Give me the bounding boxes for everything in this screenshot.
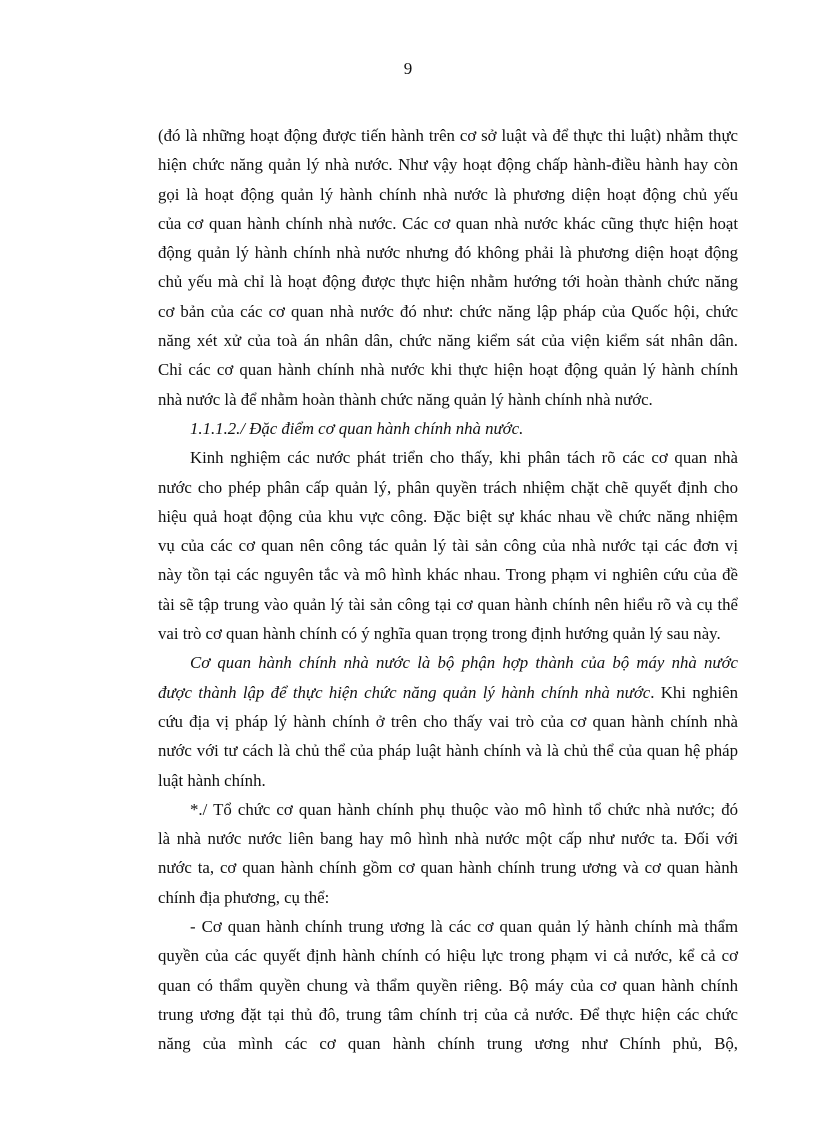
text-line: năng xét xử của toà án nhân dân, chức năng kiểm sát của viện kiểm sát nhân dân. bbox=[158, 331, 738, 351]
text-line: quan có thẩm quyền chung và thẩm quyền riêng. Bộ máy của cơ quan hành chính bbox=[158, 975, 738, 995]
text-line: là nhà nước nước liên bang hay mô hình nhà nước một cấp như nước ta. Đối với bbox=[158, 829, 738, 849]
paragraph-group-a bbox=[158, 121, 738, 648]
text-line: này tồn tại các nguyên tắc và mô hình khác nhau. Trong phạm vi nghiên cứu của đề bbox=[158, 565, 738, 585]
text-line: trung ương đặt tại thủ đô, trung tâm chính trị của cả nước. Để thực hiện các chức bbox=[158, 1004, 738, 1024]
text-line: động quản lý hành chính nhà nước nhưng đó không phải là phương diện hoạt động bbox=[158, 243, 738, 263]
body-text bbox=[158, 121, 738, 1059]
text-line: vai trò cơ quan hành chính có ý nghĩa quan trọng trong định hướng quản lý sau này. bbox=[158, 624, 721, 644]
text-line: cơ bản của các cơ quan nhà nước đó như: chức năng lập pháp của Quốc hội, chức bbox=[158, 301, 738, 321]
page-number: 9 bbox=[403, 59, 413, 78]
text-line: 1.1.1.2./ Đặc điểm cơ quan hành chính nhà nước. bbox=[190, 418, 524, 438]
text-line: nước với tư cách là chủ thể của pháp luật hành chính và là chủ thể của quan hệ pháp bbox=[158, 741, 738, 761]
text-line: chủ yếu mà chỉ là hoạt động được thực hiện nhằm hướng tới hoàn thành chức năng bbox=[158, 272, 738, 292]
text-line: nhà nước là để nhằm hoàn thành chức năng quản lý hành chính nhà nước. bbox=[158, 389, 653, 409]
text-line: nước cho phép phân cấp quản lý, phân quyền trách nhiệm chặt chẽ quyết định cho bbox=[158, 477, 738, 497]
text-line: gọi là hoạt động quản lý hành chính nhà nước là phương diện hoạt động chủ yếu bbox=[158, 184, 738, 204]
text-line: chính địa phương, cụ thể: bbox=[158, 887, 330, 907]
text-line: hiện chức năng quản lý nhà nước. Như vậy hoạt động chấp hành-điều hành hay còn bbox=[158, 155, 738, 175]
text-line: hiệu quả hoạt động của khu vực công. Đặc biệt sự khác nhau về chức năng nhiệm bbox=[158, 506, 738, 526]
text-line: (đó là những hoạt động được tiến hành trên cơ sở luật và để thực thi luật) nhằm thực bbox=[158, 126, 738, 145]
text-line: luật hành chính. bbox=[158, 770, 266, 790]
text-line: của cơ quan hành chính nhà nước. Các cơ quan nhà nước khác cũng thực hiện hoạt bbox=[158, 213, 738, 233]
italic-definition: được thành lập để thực hiện chức năng quản lý hành chính nhà nước bbox=[158, 682, 651, 702]
text-line bbox=[158, 648, 738, 677]
text-line: - Cơ quan hành chính trung ương là các cơ quan quản lý hành chính mà thẩm bbox=[190, 917, 738, 937]
text-line: năng của mình các cơ quan hành chính trung ương như Chính phủ, Bộ, bbox=[158, 1034, 738, 1054]
text-line: nước ta, cơ quan hành chính gồm cơ quan hành chính trung ương và cơ quan hành bbox=[158, 858, 738, 878]
text-line: quyền của các quyết định hành chính có hiệu lực trong phạm vi cả nước, kể cả cơ bbox=[158, 946, 738, 966]
text-line: Kinh nghiệm các nước phát triển cho thấy, khi phân tách rõ các cơ quan nhà bbox=[190, 448, 738, 468]
paragraph-group-b bbox=[158, 707, 738, 1059]
text-line bbox=[158, 678, 738, 707]
text-line: Chỉ các cơ quan hành chính nhà nước khi thực hiện hoạt động quản lý hành chính bbox=[158, 360, 738, 380]
text-run: . Khi nghiên bbox=[650, 682, 738, 702]
text-line: cứu địa vị pháp lý hành chính ở trên cho thấy vai trò của cơ quan hành chính nhà bbox=[158, 711, 738, 731]
text-line: *./ Tổ chức cơ quan hành chính phụ thuộc vào mô hình tổ chức nhà nước; đó bbox=[190, 799, 738, 819]
text-line: vụ của các cơ quan nên công tác quản lý tài sản công của nhà nước tại các đơn vị bbox=[158, 536, 738, 556]
italic-definition: Cơ quan hành chính nhà nước là bộ phận hợp thành của bộ máy nhà nước bbox=[190, 653, 738, 673]
text-line: tài sẽ tập trung vào quản lý tài sản công tại cơ quan hành chính nên hiểu rõ và cụ thể bbox=[158, 594, 738, 614]
